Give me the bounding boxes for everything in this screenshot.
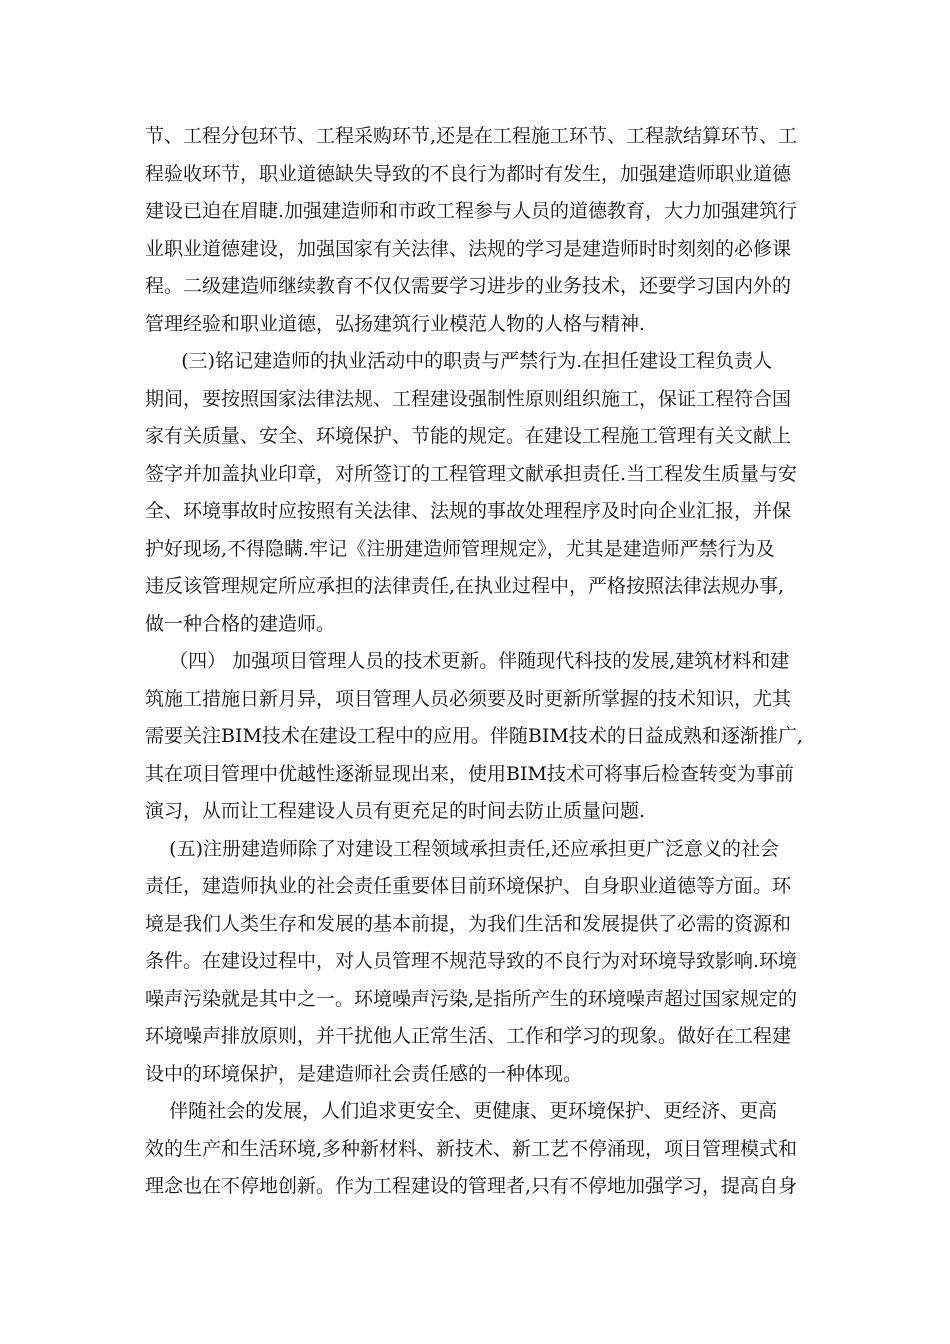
text-line: 建设已迫在眉睫.加强建造师和市政工程参与人员的道德教育，大力加强建筑行	[145, 200, 798, 222]
text-line: (五)注册建造师除了对建设工程领域承担责任,还应承担更广泛意义的社会	[145, 837, 780, 860]
text-line: 噪声污染就是其中之一。环境噪声污染,是指所产生的环境噪声超过国家规定的	[145, 987, 798, 1010]
text-line: 理念也在不停地创新。作为工程建设的管理者,只有不停地加强学习，提高自身	[145, 1175, 798, 1197]
text-line: 责任，建造师执业的社会责任重要体目前环境保护、自身职业道德等方面。环	[145, 875, 792, 897]
text-line: 管理经验和职业道德，弘扬建筑行业模范人物的人格与精神.	[145, 312, 646, 335]
text-line: 全、环境事故时应按照有关法律、法规的事故处理程序及时向企业汇报，并保	[145, 500, 792, 522]
text-line: 家有关质量、安全、环境保护、节能的规定。在建设工程施工管理有关文献上	[145, 425, 792, 447]
text-line: 效的生产和生活环境,多种新材料、新技术、新工艺不停涌现，项目管理模式和	[145, 1137, 798, 1160]
text-line: 程验收环节，职业道德缺失导致的不良行为都时有发生，加强建造师职业道德	[145, 162, 792, 185]
text-line: 其在项目管理中优越性逐渐显现出来，使用BIM技术可将事后检查转变为事前	[145, 762, 794, 785]
text-line: 演习，从而让工程建设人员有更充足的时间去防止质量问题.	[145, 800, 646, 822]
text-line: 环境噪声排放原则，并干扰他人正常生活、工作和学习的现象。做好在工程建	[145, 1025, 792, 1047]
text-line: （四） 加强项目管理人员的技术更新。伴随现代科技的发展,建筑材料和建	[145, 650, 790, 672]
text-line: 做一种合格的建造师。	[145, 612, 336, 635]
text-line: 条件。在建设过程中，对人员管理不规范导致的不良行为对环境导致影响.环境	[145, 950, 798, 972]
text-line: 违反该管理规定所应承担的法律责任,在执业过程中，严格按照法律法规办事,	[145, 575, 785, 597]
text-line: 程。二级建造师继续教育不仅仅需要学习进步的业务技术，还要学习国内外的	[145, 275, 792, 297]
text-line: 期间，要按照国家法律法规、工程建设强制性原则组织施工，保证工程符合国	[145, 387, 792, 410]
text-line: 签字并加盖执业印章，对所签订的工程管理文献承担责任.当工程发生质量与安	[145, 462, 798, 485]
text-line: 节、工程分包环节、工程采购环节,还是在工程施工环节、工程款结算环节、工	[145, 125, 798, 147]
text-line: 护好现场,不得隐瞒.牢记《注册建造师管理规定》，尤其是建造师严禁行为及	[145, 537, 775, 560]
text-line: 需要关注BIM技术在建设工程中的应用。伴随BIM技术的日益成熟和逐渐推广,	[145, 725, 803, 747]
text-line: 业职业道德建设，加强国家有关法律、法规的学习是建造师时时刻刻的必修课	[145, 237, 792, 260]
text-line: 伴随社会的发展，人们追求更安全、更健康、更环境保护、更经济、更高	[145, 1100, 778, 1122]
body-text	[145, 118, 805, 1206]
text-line: 境是我们人类生存和发展的基本前提，为我们生活和发展提供了必需的资源和	[145, 912, 792, 935]
text-line: 筑施工措施日新月异，项目管理人员必须要及时更新所掌握的技术知识，尤其	[145, 687, 792, 710]
text-line: 设中的环境保护，是建造师社会责任感的一种体现。	[145, 1062, 583, 1085]
text-line: (三)铭记建造师的执业活动中的职责与严禁行为.在担任建设工程负责人	[145, 350, 773, 372]
